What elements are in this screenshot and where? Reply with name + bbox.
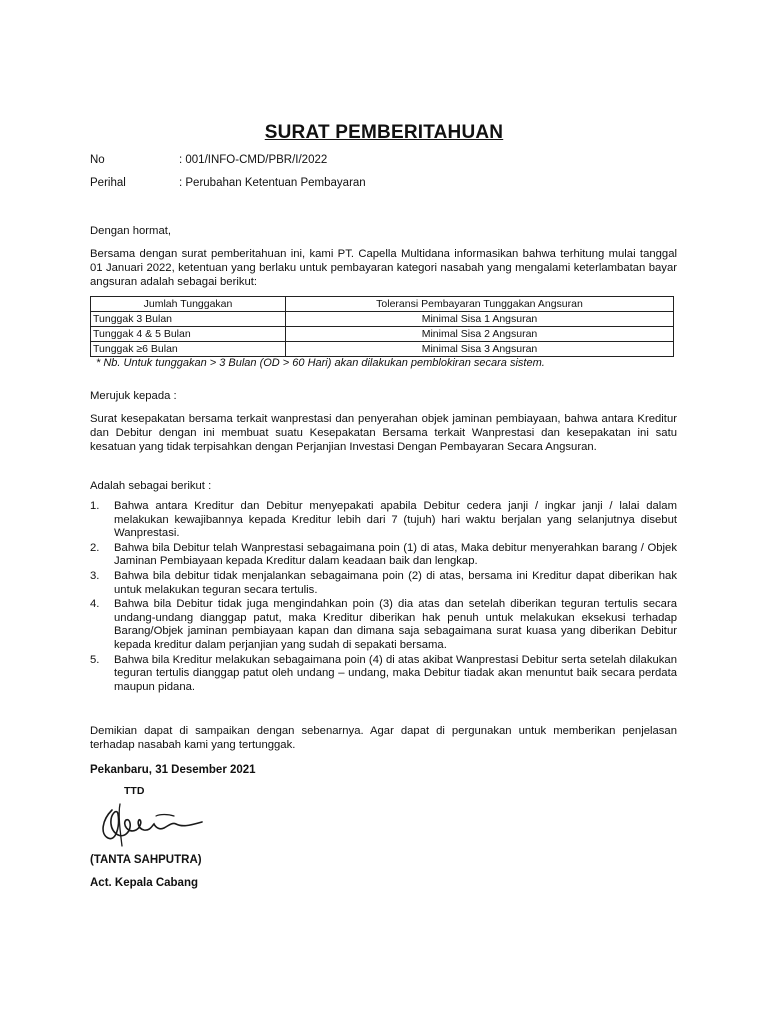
closing-paragraph: Demikian dapat di sampaikan dengan sebenarnya. Agar dapat di pergunakan untuk memberikan penjelasan terhadap nasabah kami yang tertunggak. [90, 725, 677, 752]
greeting: Dengan hormat, [90, 225, 172, 237]
ttd-label: TTD [124, 785, 145, 797]
signer-title: Act. Kepala Cabang [90, 877, 198, 889]
no-label: No [90, 154, 105, 166]
table-cell: Minimal Sisa 2 Angsuran [286, 327, 674, 342]
table-cell: Minimal Sisa 1 Angsuran [286, 312, 674, 327]
signer-name: (TANTA SAHPUTRA) [90, 854, 202, 866]
tunggakan-table [90, 296, 674, 357]
list-text: Bahwa bila debitur tidak menjalankan sebagaimana poin (2) di atas, bersama ini Kreditur dapat diberikan hak untuk melakukan teguran secara tertulis. [114, 569, 677, 596]
list-text: Bahwa antara Kreditur dan Debitur menyepakati apabila Debitur cedera janji / ingkar janji / lalai dalam melakukan kewajibannya kepada Kreditur lebih dari 7 (tujuh) hari waktu berjalan yang selanjutnya disebut Wanprestasi. [114, 500, 677, 540]
kesepakatan-paragraph: Surat kesepakatan bersama terkait wanprestasi dan penyerahan objek jaminan pembiayaan, bahwa antara Kreditur dan Debitur dengan ini membuat suatu Kesepakatan Bersama terkait Wanprestasi dan kesepakatan ini satu kesatuan yang tidak terpisahkan dengan Perjanjian Investasi Dengan Pembayaran Secara Angsuran. [90, 413, 677, 454]
table-row [91, 327, 674, 342]
list-item [90, 500, 677, 541]
list-item [90, 598, 677, 652]
letter-title: SURAT PEMBERITAHUAN [264, 122, 504, 143]
list-item [90, 570, 677, 597]
place-date: Pekanbaru, 31 Desember 2021 [90, 764, 256, 776]
list-number: 1. [90, 500, 100, 512]
list-item [90, 654, 677, 695]
list-number: 3. [90, 569, 100, 582]
signature-image [98, 800, 208, 848]
points-list [90, 500, 677, 695]
list-number: 5. [90, 653, 100, 666]
list-text: Bahwa bila Kreditur melakukan sebagaimana poin (4) di atas akibat Wanprestasi Debitur serta setelah dilakukan teguran tertulis dianggap patut oleh undang – undang, maka Debitur tiadak akan menuntut baik secara perdata maupun pidana. [114, 653, 677, 693]
table-note: * Nb. Untuk tunggakan > 3 Bulan (OD > 60 Hari) akan dilakukan pemblokiran secara sistem. [96, 357, 545, 369]
list-number: 4. [90, 598, 100, 611]
list-text: Bahwa bila Debitur tidak juga mengindahkan poin (3) dia atas dan setelah diberikan teguran tertulis secara undang-undang dianggap patut, maka Kreditur diberikan hak penuh untuk melakukan eksekusi terhadap Barang/Objek jaminan pembiayaan kapan dan dimana saja sebagaimana surat kuasa yang diberikan Debitur kepada kreditur dalam perjanjian yang sudah di sepakati bersama. [114, 598, 677, 651]
table-cell: Minimal Sisa 3 Angsuran [286, 342, 674, 357]
list-item [90, 542, 677, 569]
table-row [91, 312, 674, 327]
table-cell: Tunggak 4 & 5 Bulan [91, 327, 286, 342]
table-header: Jumlah Tunggakan [91, 297, 286, 312]
table-header: Toleransi Pembayaran Tunggakan Angsuran [286, 297, 674, 312]
perihal-value: : Perubahan Ketentuan Pembayaran [179, 177, 366, 189]
list-text: Bahwa bila Debitur telah Wanprestasi sebagaimana poin (1) di atas, Maka debitur menyerahkan barang / Objek Jaminan Pembiayaan kepada Kreditur dalam keadaan baik dan lengkap. [114, 541, 677, 568]
list-number: 2. [90, 541, 100, 554]
table-cell: Tunggak ≥6 Bulan [91, 342, 286, 357]
no-value: : 001/INFO-CMD/PBR/I/2022 [179, 154, 328, 166]
adalah-heading: Adalah sebagai berikut : [90, 480, 212, 492]
table-header-row [91, 297, 674, 312]
intro-paragraph: Bersama dengan surat pemberitahuan ini, kami PT. Capella Multidana informasikan bahwa terhitung mulai tanggal 01 Januari 2022, ketentuan yang berlaku untuk pembayaran kategori nasabah yang mengalami keterlambatan bayar angsuran adalah sebagai berikut: [90, 248, 677, 289]
table-cell: Tunggak 3 Bulan [91, 312, 286, 327]
table-row [91, 342, 674, 357]
merujuk-heading: Merujuk kepada : [90, 390, 177, 402]
perihal-label: Perihal [90, 177, 126, 189]
